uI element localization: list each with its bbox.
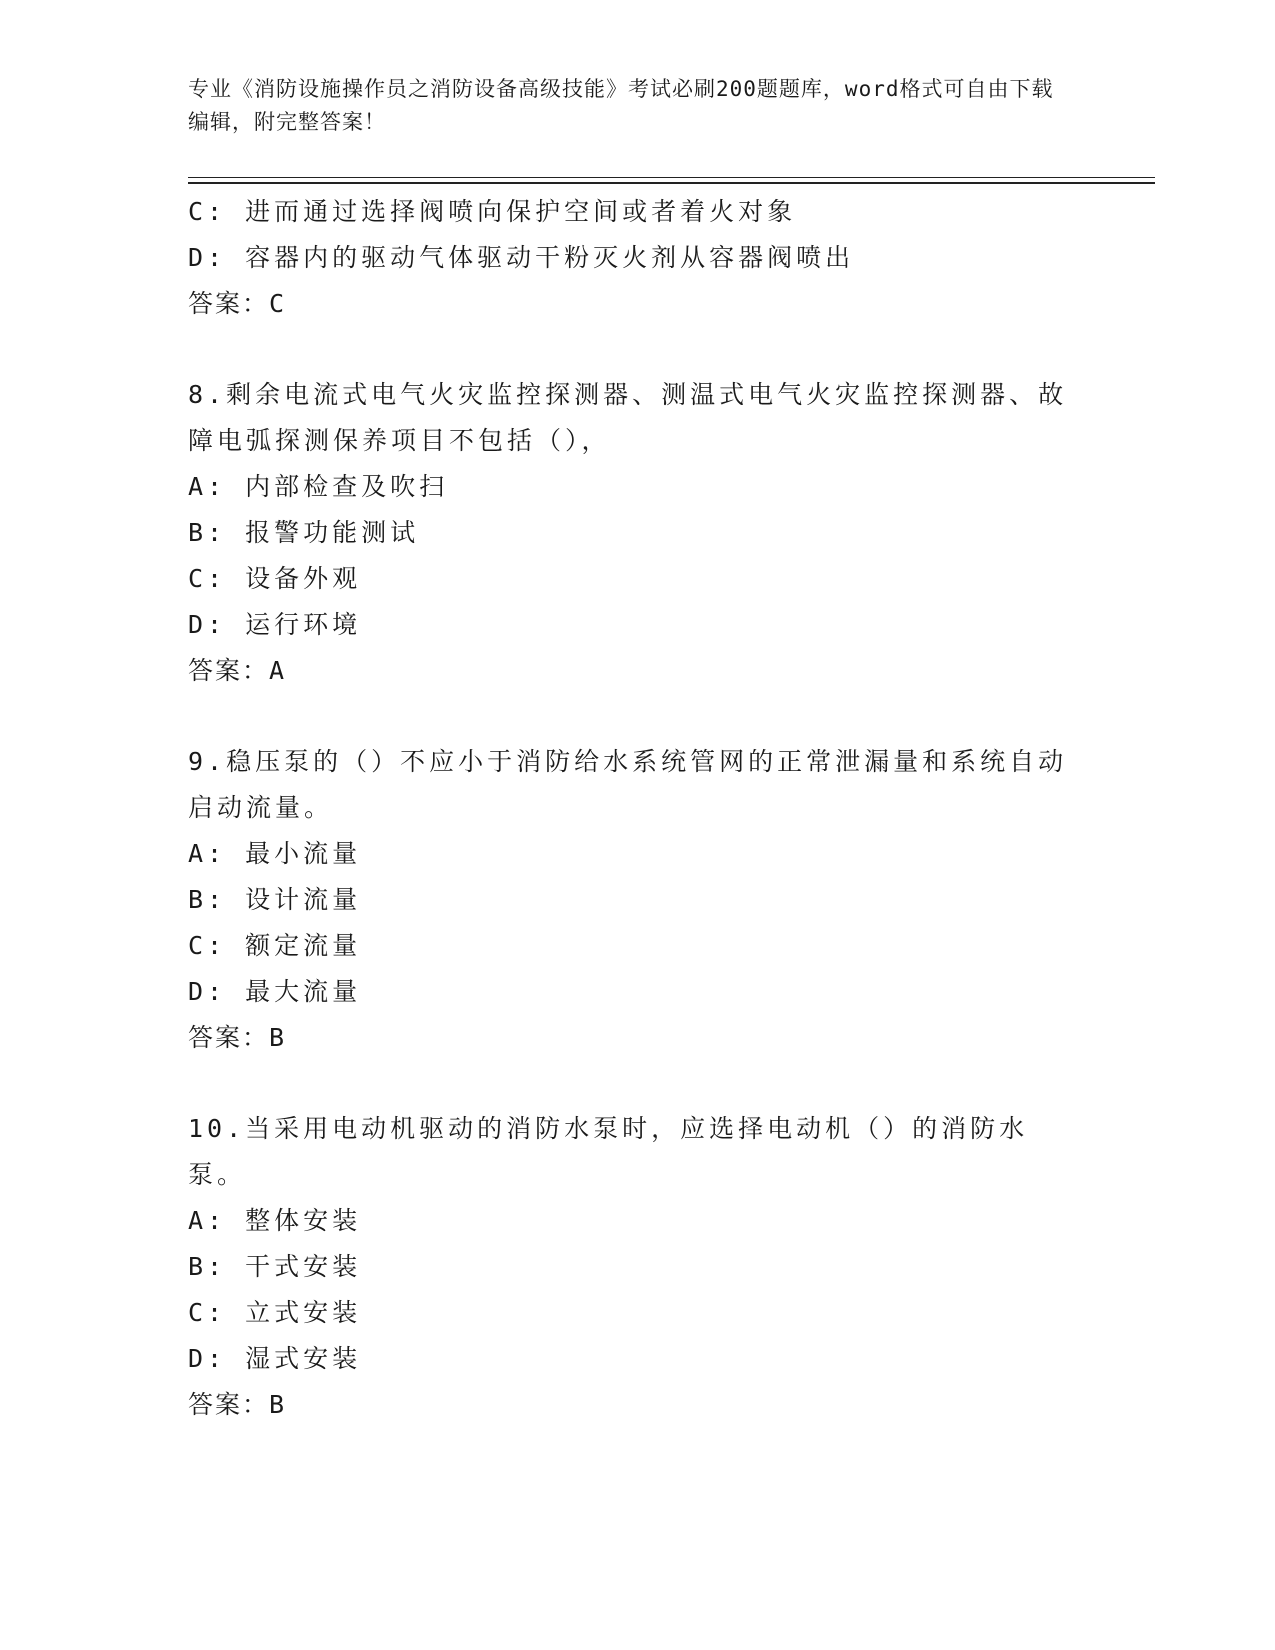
- option-c: C: 额定流量: [188, 931, 362, 960]
- option-a: A: 整体安装: [188, 1206, 362, 1235]
- document-header: 专业《消防设施操作员之消防设备高级技能》考试必刷200题题库，word格式可自由下载编辑，附完整答案！: [188, 77, 1054, 134]
- header-divider-top: [188, 177, 1155, 178]
- option-b: B: 报警功能测试: [188, 518, 420, 547]
- option-c: C: 设备外观: [188, 564, 362, 593]
- question-text: 10.当采用电动机驱动的消防水泵时，应选择电动机（）的消防水泵。: [188, 1114, 1029, 1189]
- option-d: D: 容器内的驱动气体驱动干粉灭火剂从容器阀喷出: [188, 243, 855, 272]
- option-c: C: 进而通过选择阀喷向保护空间或者着火对象: [188, 197, 797, 226]
- question-8: [188, 372, 1088, 694]
- answer: 答案：B: [188, 1390, 287, 1419]
- option-b: B: 设计流量: [188, 885, 362, 914]
- option-b: B: 干式安装: [188, 1252, 362, 1281]
- question-10: [188, 1106, 1088, 1428]
- option-c: C: 立式安装: [188, 1298, 362, 1327]
- answer: 答案：A: [188, 656, 287, 685]
- question-text: 9.稳压泵的（）不应小于消防给水系统管网的正常泄漏量和系统自动启动流量。: [188, 747, 1068, 822]
- option-d: D: 湿式安装: [188, 1344, 362, 1373]
- question-9: [188, 739, 1088, 1061]
- question-content: [188, 189, 1088, 1428]
- option-d: D: 最大流量: [188, 977, 362, 1006]
- answer: 答案：C: [188, 289, 287, 318]
- continued-question: [188, 189, 1088, 327]
- option-d: D: 运行环境: [188, 610, 362, 639]
- header-divider-bottom: [188, 182, 1155, 184]
- question-text: 8.剩余电流式电气火灾监控探测器、测温式电气火灾监控探测器、故障电弧探测保养项目不包括（），: [188, 380, 1068, 455]
- option-a: A: 内部检查及吹扫: [188, 472, 449, 501]
- answer: 答案：B: [188, 1023, 287, 1052]
- option-a: A: 最小流量: [188, 839, 362, 868]
